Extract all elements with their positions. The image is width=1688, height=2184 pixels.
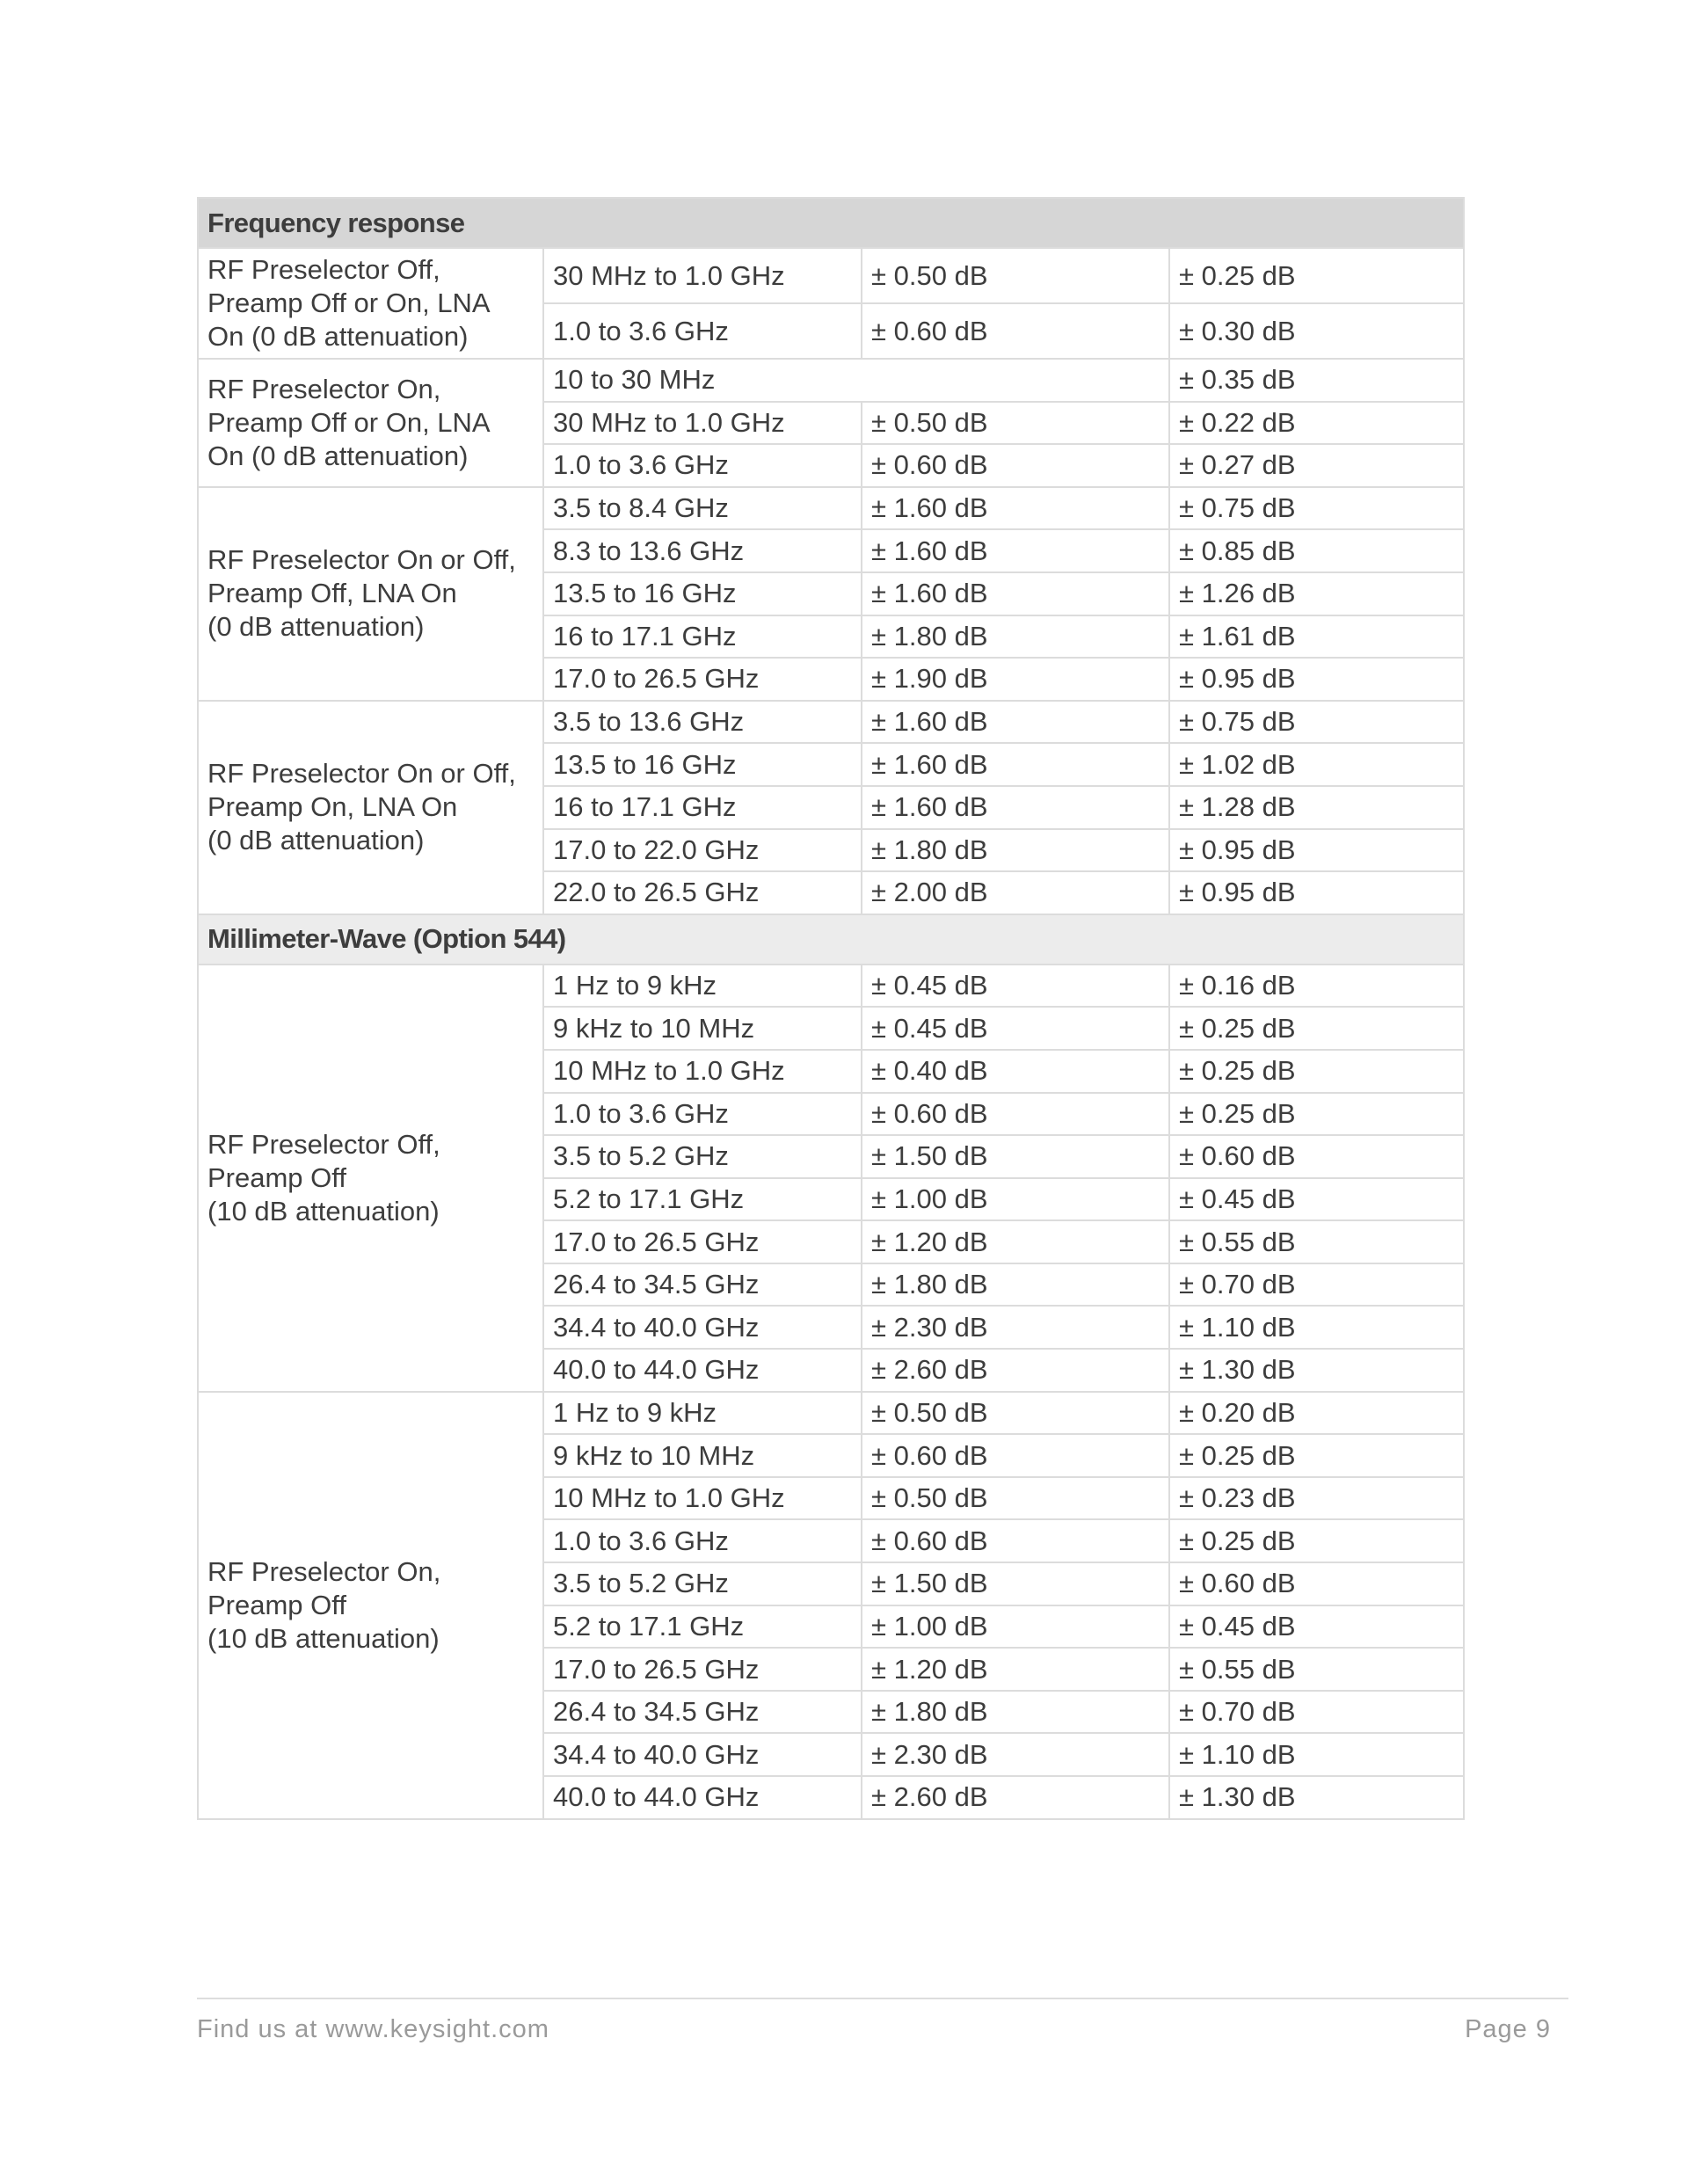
frequency-response-table [197,197,1465,1820]
frequency-range-cell: 16 to 17.1 GHz [543,786,862,829]
frequency-range-cell: 8.3 to 13.6 GHz [543,529,862,572]
frequency-range-cell: 1 Hz to 9 kHz [543,965,862,1008]
spec-value-cell: ± 0.50 dB [862,248,1169,303]
typical-value-cell: ± 0.25 dB [1169,1519,1464,1562]
table-row [198,487,1464,530]
spec-value-cell: ± 2.30 dB [862,1306,1169,1349]
spec-value-cell: ± 1.20 dB [862,1648,1169,1691]
typical-value-cell: ± 0.25 dB [1169,1093,1464,1136]
typical-value-cell: ± 0.60 dB [1169,1135,1464,1178]
frequency-range-cell: 10 to 30 MHz [543,359,1169,402]
spec-value-cell: ± 1.60 dB [862,701,1169,744]
typical-value-cell: ± 1.26 dB [1169,572,1464,615]
condition-line: Preamp Off or On, LNA [207,288,491,318]
condition-line: RF Preselector On, [207,1555,441,1587]
spec-value-cell: ± 0.45 dB [862,1007,1169,1050]
condition-line: RF Preselector On or Off, [207,544,516,576]
typical-value-cell: ± 0.27 dB [1169,444,1464,487]
frequency-range-cell: 26.4 to 34.5 GHz [543,1691,862,1734]
condition-line: On (0 dB attenuation) [207,321,469,352]
condition-line: Preamp Off, LNA On [207,578,457,609]
spec-value-cell: ± 1.80 dB [862,829,1169,872]
frequency-range-cell: 17.0 to 22.0 GHz [543,829,862,872]
table-row [198,248,1464,303]
spec-value-cell: ± 0.45 dB [862,965,1169,1008]
spec-value-cell: ± 1.00 dB [862,1178,1169,1221]
spec-value-cell: ± 1.20 dB [862,1220,1169,1263]
condition-line: (0 dB attenuation) [207,611,425,643]
typical-value-cell: ± 1.61 dB [1169,615,1464,659]
frequency-range-cell: 1.0 to 3.6 GHz [543,1519,862,1562]
condition-cell [198,701,543,914]
spec-value-cell: ± 2.60 dB [862,1776,1169,1819]
page-number: Page 9 [1465,2015,1551,2043]
condition-cell [198,487,543,701]
condition-line: Preamp Off [207,1589,346,1620]
table-row [198,965,1464,1008]
typical-value-cell: ± 0.25 dB [1169,1007,1464,1050]
frequency-range-cell: 17.0 to 26.5 GHz [543,1648,862,1691]
typical-value-cell: ± 0.22 dB [1169,402,1464,445]
frequency-range-cell: 34.4 to 40.0 GHz [543,1306,862,1349]
frequency-range-cell: 16 to 17.1 GHz [543,615,862,659]
typical-value-cell: ± 0.16 dB [1169,965,1464,1008]
frequency-range-cell: 30 MHz to 1.0 GHz [543,248,862,303]
condition-cell [198,965,543,1392]
frequency-range-cell: 3.5 to 5.2 GHz [543,1135,862,1178]
condition-line: RF Preselector On or Off, [207,758,516,790]
typical-value-cell: ± 0.60 dB [1169,1562,1464,1605]
section-title: Millimeter-Wave (Option 544) [198,914,1464,965]
typical-value-cell: ± 1.10 dB [1169,1733,1464,1776]
condition-line: Preamp Off or On, LNA [207,406,491,438]
frequency-range-cell: 30 MHz to 1.0 GHz [543,402,862,445]
spec-value-cell: ± 1.60 dB [862,743,1169,786]
typical-value-cell: ± 1.10 dB [1169,1306,1464,1349]
frequency-range-cell: 10 MHz to 1.0 GHz [543,1477,862,1520]
table-row [198,701,1464,744]
condition-line: Preamp On, LNA On [207,791,458,823]
condition-line: Preamp Off [207,1161,346,1193]
typical-value-cell: ± 0.95 dB [1169,658,1464,701]
typical-value-cell: ± 0.95 dB [1169,829,1464,872]
typical-value-cell: ± 1.02 dB [1169,743,1464,786]
condition-line: On (0 dB attenuation) [207,440,469,471]
frequency-range-cell: 17.0 to 26.5 GHz [543,658,862,701]
condition-line: RF Preselector Off, [207,1128,440,1160]
spec-value-cell: ± 0.60 dB [862,303,1169,359]
typical-value-cell: ± 1.30 dB [1169,1349,1464,1392]
typical-value-cell: ± 0.25 dB [1169,248,1464,303]
typical-value-cell: ± 0.55 dB [1169,1648,1464,1691]
typical-value-cell: ± 1.30 dB [1169,1776,1464,1819]
table-row [198,1392,1464,1435]
typical-value-cell: ± 0.23 dB [1169,1477,1464,1520]
frequency-range-cell: 40.0 to 44.0 GHz [543,1349,862,1392]
spec-value-cell: ± 1.60 dB [862,487,1169,530]
frequency-range-cell: 1.0 to 3.6 GHz [543,444,862,487]
frequency-range-cell: 5.2 to 17.1 GHz [543,1178,862,1221]
spec-value-cell: ± 1.60 dB [862,572,1169,615]
spec-value-cell: ± 1.00 dB [862,1605,1169,1649]
frequency-range-cell: 13.5 to 16 GHz [543,743,862,786]
spec-value-cell: ± 1.50 dB [862,1135,1169,1178]
spec-value-cell: ± 1.80 dB [862,615,1169,659]
spec-table-body [198,198,1464,1819]
spec-value-cell: ± 2.60 dB [862,1349,1169,1392]
frequency-range-cell: 17.0 to 26.5 GHz [543,1220,862,1263]
frequency-range-cell: 3.5 to 5.2 GHz [543,1562,862,1605]
spec-value-cell: ± 0.50 dB [862,1477,1169,1520]
typical-value-cell: ± 0.45 dB [1169,1605,1464,1649]
typical-value-cell: ± 0.70 dB [1169,1263,1464,1307]
frequency-range-cell: 22.0 to 26.5 GHz [543,871,862,914]
page-footer [197,1998,1568,2043]
frequency-range-cell: 10 MHz to 1.0 GHz [543,1050,862,1093]
footer-website: Find us at www.keysight.com [197,2015,549,2043]
condition-line: RF Preselector On, [207,373,441,404]
section-header-row [198,914,1464,965]
typical-value-cell: ± 0.25 dB [1169,1050,1464,1093]
spec-value-cell: ± 0.40 dB [862,1050,1169,1093]
condition-cell [198,1392,543,1819]
section-title: Frequency response [198,198,1464,248]
spec-value-cell: ± 1.60 dB [862,529,1169,572]
spec-value-cell: ± 2.30 dB [862,1733,1169,1776]
typical-value-cell: ± 0.35 dB [1169,359,1464,402]
spec-value-cell: ± 1.50 dB [862,1562,1169,1605]
condition-line: (0 dB attenuation) [207,825,425,856]
frequency-range-cell: 40.0 to 44.0 GHz [543,1776,862,1819]
spec-value-cell: ± 1.60 dB [862,786,1169,829]
spec-value-cell: ± 1.80 dB [862,1263,1169,1307]
section-header-row [198,198,1464,248]
spec-value-cell: ± 0.60 dB [862,444,1169,487]
condition-cell [198,248,543,359]
frequency-range-cell: 3.5 to 8.4 GHz [543,487,862,530]
frequency-range-cell: 26.4 to 34.5 GHz [543,1263,862,1307]
spec-value-cell: ± 0.60 dB [862,1434,1169,1477]
spec-value-cell: ± 1.90 dB [862,658,1169,701]
condition-cell [198,359,543,487]
condition-line: (10 dB attenuation) [207,1195,440,1227]
typical-value-cell: ± 0.55 dB [1169,1220,1464,1263]
spec-value-cell: ± 0.60 dB [862,1519,1169,1562]
spec-value-cell: ± 0.50 dB [862,1392,1169,1435]
frequency-range-cell: 1.0 to 3.6 GHz [543,303,862,359]
frequency-range-cell: 1 Hz to 9 kHz [543,1392,862,1435]
typical-value-cell: ± 0.30 dB [1169,303,1464,359]
typical-value-cell: ± 0.45 dB [1169,1178,1464,1221]
frequency-range-cell: 34.4 to 40.0 GHz [543,1733,862,1776]
typical-value-cell: ± 0.75 dB [1169,487,1464,530]
typical-value-cell: ± 0.85 dB [1169,529,1464,572]
typical-value-cell: ± 1.28 dB [1169,786,1464,829]
frequency-range-cell: 3.5 to 13.6 GHz [543,701,862,744]
spec-value-cell: ± 0.50 dB [862,402,1169,445]
typical-value-cell: ± 0.95 dB [1169,871,1464,914]
frequency-range-cell: 9 kHz to 10 MHz [543,1434,862,1477]
spec-value-cell: ± 2.00 dB [862,871,1169,914]
typical-value-cell: ± 0.25 dB [1169,1434,1464,1477]
frequency-range-cell: 13.5 to 16 GHz [543,572,862,615]
condition-line: RF Preselector Off, [207,254,440,285]
frequency-range-cell: 5.2 to 17.1 GHz [543,1605,862,1649]
spec-value-cell: ± 0.60 dB [862,1093,1169,1136]
frequency-range-cell: 9 kHz to 10 MHz [543,1007,862,1050]
typical-value-cell: ± 0.70 dB [1169,1691,1464,1734]
frequency-range-cell: 1.0 to 3.6 GHz [543,1093,862,1136]
spec-value-cell: ± 1.80 dB [862,1691,1169,1734]
typical-value-cell: ± 0.75 dB [1169,701,1464,744]
condition-line: (10 dB attenuation) [207,1622,440,1654]
table-row [198,359,1464,402]
typical-value-cell: ± 0.20 dB [1169,1392,1464,1435]
